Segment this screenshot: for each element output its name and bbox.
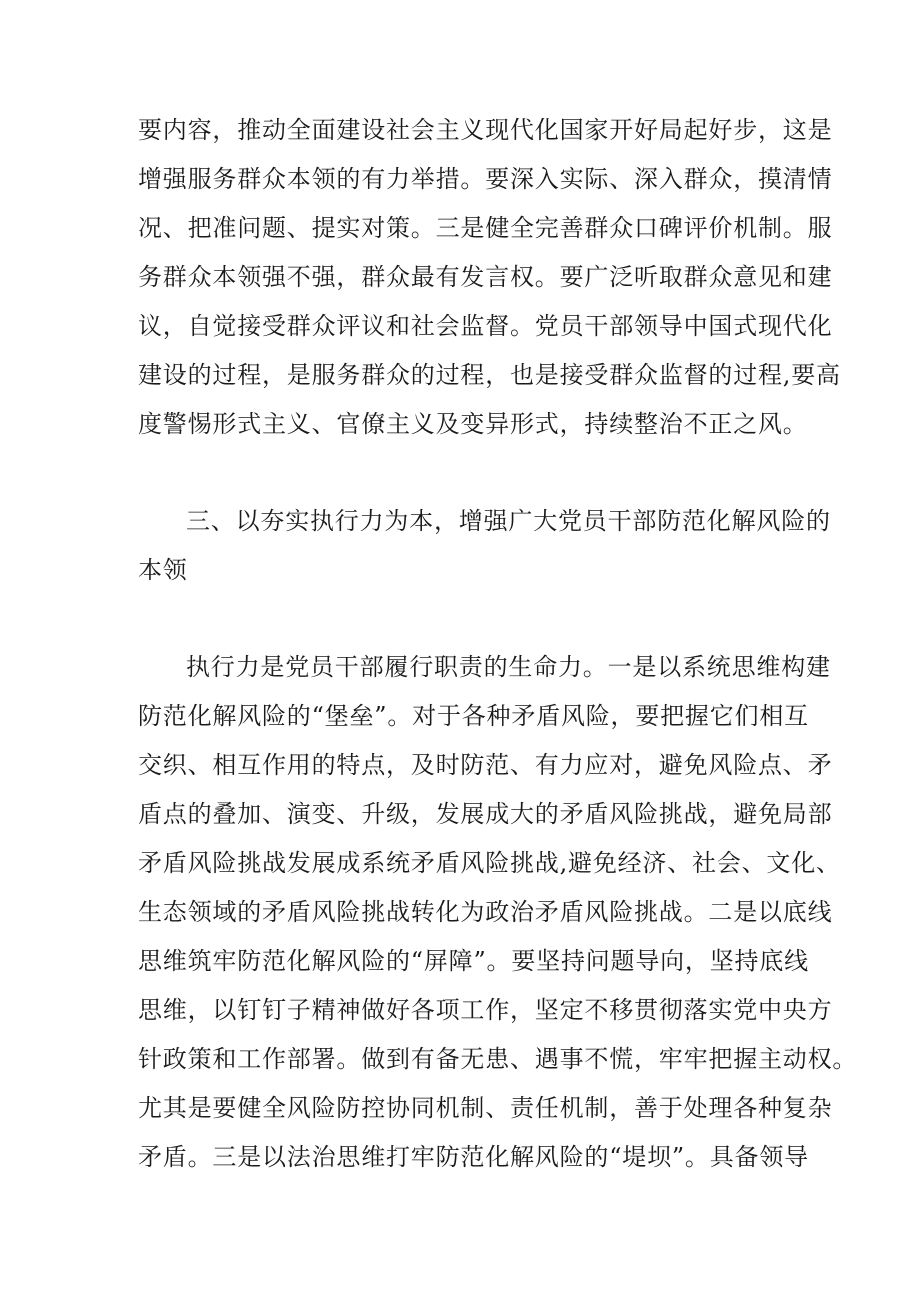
text-line: 交织、相互作用的特点，及时防范、有力应对，避免风险点、矛: [138, 751, 833, 779]
text-line: 矛盾风险挑战发展成系统矛盾风险挑战,避免经济、社会、文化、: [138, 849, 841, 877]
text-line: 针政策和工作部署。做到有备无患、遇事不慌，牢牢把握主动权。: [138, 1045, 858, 1073]
text-line: 要内容，推动全面建设社会主义现代化国家开好局起好步，这是: [138, 116, 833, 144]
heading-line: 三、以夯实执行力为本，增强广大党员干部防范化解风险的: [186, 507, 831, 535]
text-line: 增强服务群众本领的有力举措。要深入实际、深入群众，摸清情: [138, 165, 833, 193]
text-line: 矛盾。三是以法治思维打牢防范化解风险的“堤坝”。具备领导: [138, 1143, 809, 1171]
text-line: 执行力是党员干部履行职责的生命力。一是以系统思维构建: [186, 653, 831, 681]
text-line: 况、把准问题、提实对策。三是健全完善群众口碑评价机制。服: [138, 214, 833, 242]
text-line: 务群众本领强不强，群众最有发言权。要广泛听取群众意见和建: [138, 263, 833, 291]
text-line: 思维，以钉钉子精神做好各项工作，坚定不移贯彻落实党中央方: [138, 996, 833, 1024]
text-line: 防范化解风险的“堡垒”。对于各种矛盾风险，要把握它们相互: [138, 702, 809, 730]
text-line: 度警惕形式主义、官僚主义及变异形式，持续整治不正之风。: [138, 410, 808, 438]
text-line: 尤其是要健全风险防控协同机制、责任机制，善于处理各种复杂: [138, 1094, 833, 1122]
text-line: 盾点的叠加、演变、升级，发展成大的矛盾风险挑战，避免局部: [138, 800, 833, 828]
text-line: 建设的过程，是服务群众的过程，也是接受群众监督的过程,要高: [138, 361, 841, 389]
heading-line: 本领: [138, 556, 188, 584]
text-line: 生态领域的矛盾风险挑战转化为政治矛盾风险挑战。二是以底线: [138, 898, 833, 926]
text-line: 思维筑牢防范化解风险的“屏障”。要坚持问题导向，坚持底线: [138, 947, 809, 975]
text-line: 议，自觉接受群众评议和社会监督。党员干部领导中国式现代化: [138, 312, 833, 340]
